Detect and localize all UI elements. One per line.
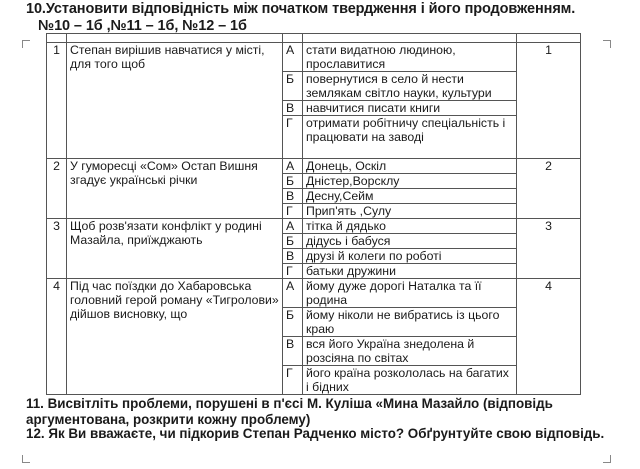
question-option-row — [47, 219, 581, 234]
option-text: дідусь і бабуся — [303, 234, 517, 249]
option-text: отримати робітничу спеціальність і працювати на заводі — [303, 116, 517, 159]
option-text: Дністер,Ворсклу — [303, 174, 517, 189]
question-number: 1 — [47, 43, 67, 159]
option-text: тітка й дядько — [303, 219, 517, 234]
header-cell — [283, 34, 303, 43]
matching-table — [46, 33, 581, 395]
question-stem: Під час поїздки до Хабаровська головний герой роману «Тигролови» дійшов висновку, що — [67, 279, 283, 395]
option-letter: Б — [283, 174, 303, 189]
option-letter: В — [283, 249, 303, 264]
option-text: Донець, Оскіл — [303, 159, 517, 174]
option-text: Прип'ять ,Сулу — [303, 204, 517, 219]
option-letter: А — [283, 219, 303, 234]
option-text: стати видатною людиною, прославитися — [303, 43, 517, 72]
answer-key-cell: 1 — [517, 43, 581, 159]
header-cell — [67, 34, 283, 43]
option-letter: Г — [283, 366, 303, 395]
task-10-instruction: 10.Установити відповідність між початком твердження і його продовженням. — [26, 1, 576, 17]
crop-mark-top-right — [603, 40, 611, 48]
answer-key-cell: 3 — [517, 219, 581, 279]
option-text: Десну,Сейм — [303, 189, 517, 204]
option-letter: А — [283, 279, 303, 308]
question-11: 11. Висвітліть проблеми, порушені в п'єсі М. Куліша «Мина Мазайло (відповідь аргументована, розкрити кожну проблему) — [26, 396, 553, 427]
answer-key-cell: 2 — [517, 159, 581, 219]
option-letter: Б — [283, 308, 303, 337]
option-letter: В — [283, 189, 303, 204]
option-letter: А — [283, 159, 303, 174]
question-option-row — [47, 159, 581, 174]
option-text: йому дуже дорогі Наталка та її родина — [303, 279, 517, 308]
task-scoring-line: №10 – 1б ,№11 – 1б, №12 – 1б — [38, 18, 247, 34]
table-header-row — [47, 34, 581, 43]
task-10-heading — [26, 1, 626, 35]
header-cell — [517, 34, 581, 43]
header-cell — [303, 34, 517, 43]
question-12: 12. Як Ви вважаєте, чи підкорив Степан Радченко місто? Обґрунтуйте свою відповідь. — [26, 426, 605, 441]
question-stem: У гуморесці «Сом» Остап Вишня згадує українські річки — [67, 159, 283, 219]
question-option-row — [47, 279, 581, 308]
option-text: його країна розкололась на багатих і бідних — [303, 366, 517, 395]
question-number: 4 — [47, 279, 67, 395]
crop-mark-top-left — [22, 40, 30, 48]
question-stem: Щоб розв'язати конфлікт у родині Мазайла, приїжджають — [67, 219, 283, 279]
option-letter: А — [283, 43, 303, 72]
option-letter: В — [283, 337, 303, 366]
option-letter: Б — [283, 72, 303, 101]
option-letter: Г — [283, 204, 303, 219]
option-letter: Г — [283, 116, 303, 159]
question-number: 2 — [47, 159, 67, 219]
crop-mark-bottom-left — [22, 455, 30, 463]
option-letter: Г — [283, 264, 303, 279]
option-text: навчитися писати книги — [303, 101, 517, 116]
option-text: друзі й колеги по роботі — [303, 249, 517, 264]
crop-mark-bottom-right — [603, 455, 611, 463]
option-letter: Б — [283, 234, 303, 249]
option-letter: В — [283, 101, 303, 116]
option-text: повернутися в село й нести землякам світло науки, культури — [303, 72, 517, 101]
question-option-row — [47, 43, 581, 72]
option-text: батьки дружини — [303, 264, 517, 279]
header-cell — [47, 34, 67, 43]
option-text: вся його Україна знедолена й розсіяна по світах — [303, 337, 517, 366]
option-text: йому ніколи не вибратись із цього краю — [303, 308, 517, 337]
question-stem: Степан вирішив навчатися у місті, для того щоб — [67, 43, 283, 159]
answer-key-cell: 4 — [517, 279, 581, 395]
question-number: 3 — [47, 219, 67, 279]
